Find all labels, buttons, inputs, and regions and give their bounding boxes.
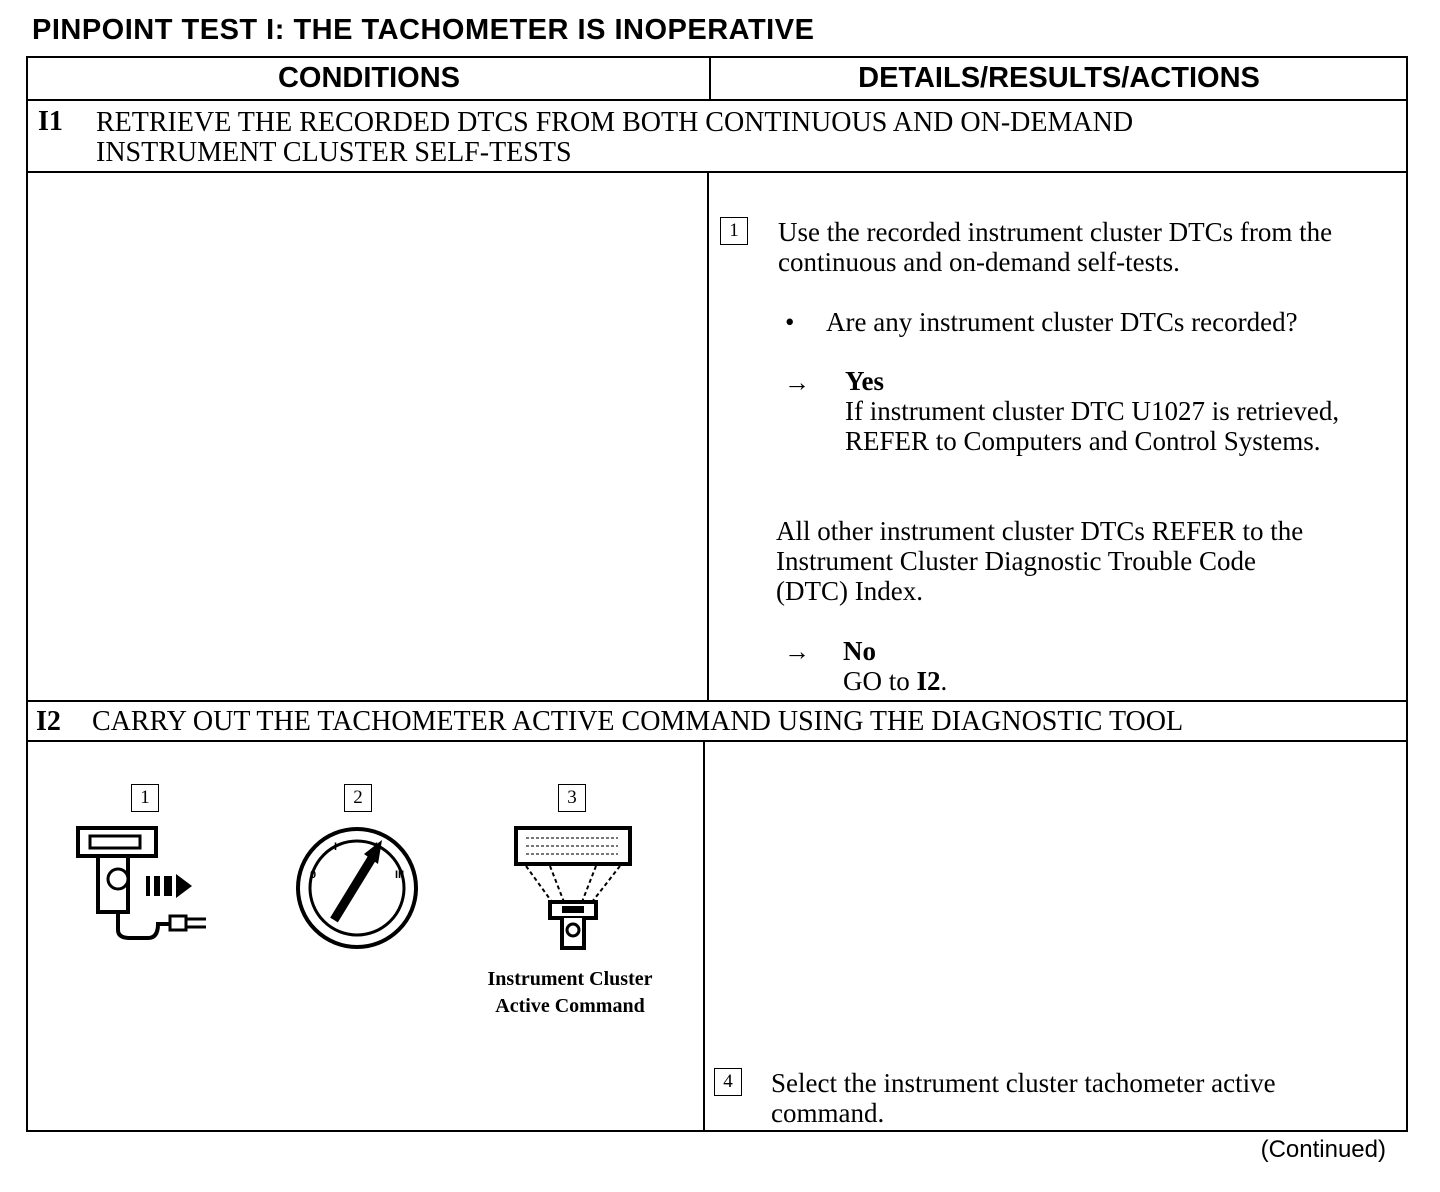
continued-note: (Continued) (1260, 1136, 1386, 1163)
other-dtcs-text: All other instrument cluster DTCs REFER to the Instrument Cluster Diagnostic Trouble Code (DTC) Index. (776, 516, 1304, 606)
ignition-switch-icon (292, 826, 422, 950)
i2-title-divider (28, 740, 1408, 742)
i1-title-divider (28, 171, 1408, 173)
bullet-icon: • (785, 307, 795, 337)
conditions-header: CONDITIONS (277, 62, 461, 94)
action-1-number-box: 1 (720, 217, 748, 245)
i1-body-divider (28, 700, 1408, 702)
yes-arrow-icon: → (784, 368, 810, 397)
page-title: PINPOINT TEST I: THE TACHOMETER IS INOPERATIVE (32, 14, 815, 46)
yes-result: Yes If instrument cluster DTC U1027 is retrieved, REFER to Computers and Control Systems. (845, 366, 1340, 456)
figure-2-number-box: 2 (344, 784, 372, 812)
ignition-mark-0: 0 (310, 869, 317, 881)
goto-i2-link: I2 (916, 666, 941, 696)
no-arrow-icon: → (784, 637, 810, 666)
action-4-text: Select the instrument cluster tachometer active command. (771, 1068, 1276, 1128)
step-i2-title: CARRY OUT THE TACHOMETER ACTIVE COMMAND USING THE DIAGNOSTIC TOOL (92, 706, 1184, 737)
step-i1-title: RETRIEVE THE RECORDED DTCS FROM BOTH CONTINUOUS AND ON-DEMAND INSTRUMENT CLUSTER SELF-TESTS (96, 107, 1134, 168)
active-command-tool-icon (510, 820, 640, 952)
no-result: No GO to I2. (843, 636, 948, 696)
action-4-number-box: 4 (714, 1068, 742, 1096)
diagnostic-tool-connect-icon (70, 820, 220, 950)
figure-1-number-box: 1 (131, 784, 159, 812)
figure-3-number-box: 3 (558, 784, 586, 812)
question-text: Are any instrument cluster DTCs recorded? (826, 307, 1298, 337)
action-1-text: Use the recorded instrument cluster DTCs from the continuous and on-demand self-tests. (778, 217, 1333, 277)
details-header: DETAILS/RESULTS/ACTIONS (858, 62, 1260, 94)
figure-3-caption: Instrument Cluster Active Command (487, 968, 653, 1017)
step-i1-id: I1 (38, 106, 63, 137)
ignition-mark-3: III (395, 869, 405, 881)
step-i2-id: I2 (36, 706, 61, 737)
i1-column-divider (707, 172, 709, 701)
header-column-divider (709, 58, 711, 100)
ignition-mark-1: I (334, 841, 338, 853)
i2-column-divider (703, 741, 705, 1131)
header-divider (28, 99, 1408, 101)
